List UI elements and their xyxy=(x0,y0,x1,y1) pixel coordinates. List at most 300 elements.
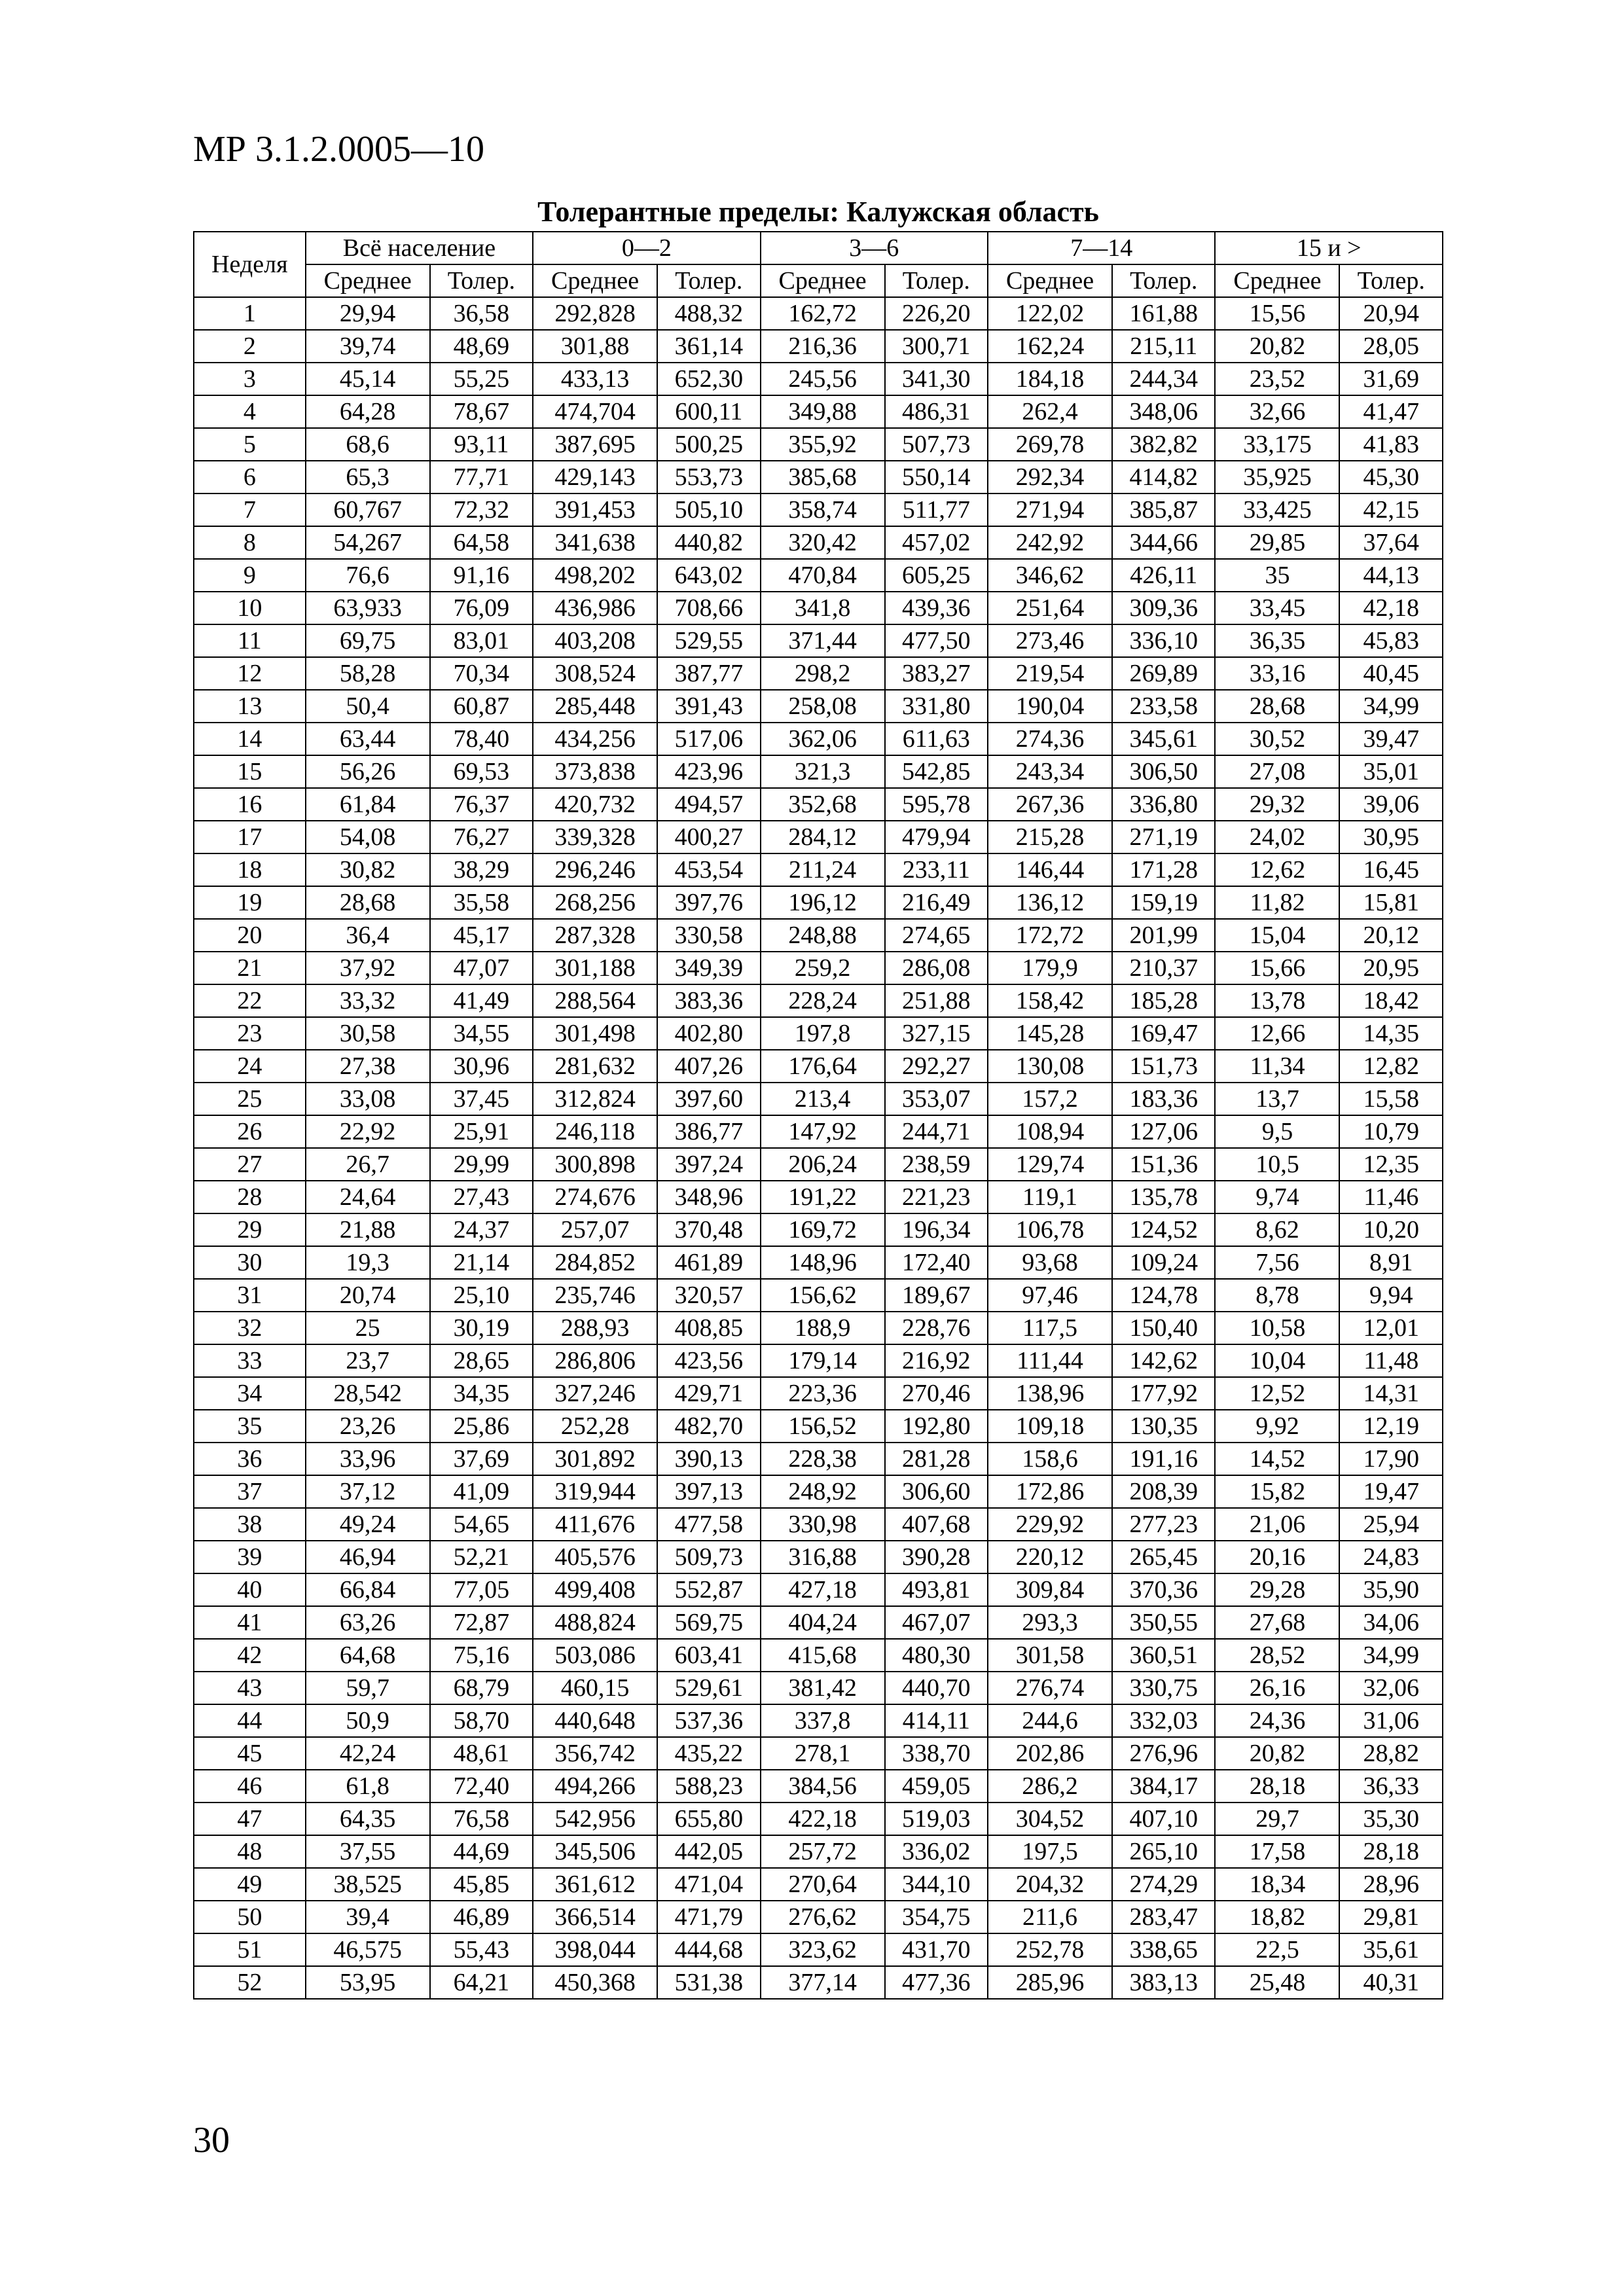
value-cell: 45,83 xyxy=(1339,624,1443,657)
value-cell: 23,52 xyxy=(1215,363,1339,395)
value-cell: 130,08 xyxy=(988,1050,1112,1083)
value-cell: 270,46 xyxy=(885,1377,988,1410)
value-cell: 348,06 xyxy=(1112,395,1215,428)
value-cell: 477,50 xyxy=(885,624,988,657)
value-cell: 37,69 xyxy=(430,1443,533,1475)
value-cell: 507,73 xyxy=(885,428,988,461)
table-row xyxy=(194,1508,1443,1541)
value-cell: 190,04 xyxy=(988,690,1112,723)
value-cell: 595,78 xyxy=(885,788,988,821)
value-cell: 411,676 xyxy=(533,1508,657,1541)
value-cell: 185,28 xyxy=(1112,984,1215,1017)
value-cell: 500,25 xyxy=(657,428,760,461)
value-cell: 370,36 xyxy=(1112,1573,1215,1606)
value-cell: 480,30 xyxy=(885,1639,988,1672)
table-row xyxy=(194,984,1443,1017)
value-cell: 330,58 xyxy=(657,919,760,952)
table-row xyxy=(194,1050,1443,1083)
table-row xyxy=(194,1770,1443,1803)
document-code: МР 3.1.2.0005—10 xyxy=(193,129,484,170)
value-cell: 471,79 xyxy=(657,1901,760,1933)
week-cell: 38 xyxy=(194,1508,306,1541)
value-cell: 361,14 xyxy=(657,330,760,363)
value-cell: 117,5 xyxy=(988,1312,1112,1344)
value-cell: 27,43 xyxy=(430,1181,533,1213)
week-cell: 18 xyxy=(194,853,306,886)
value-cell: 28,65 xyxy=(430,1344,533,1377)
value-cell: 18,82 xyxy=(1215,1901,1339,1933)
value-cell: 346,62 xyxy=(988,559,1112,592)
value-cell: 29,28 xyxy=(1215,1573,1339,1606)
table-row xyxy=(194,1344,1443,1377)
table-row xyxy=(194,723,1443,755)
value-cell: 397,13 xyxy=(657,1475,760,1508)
week-cell: 4 xyxy=(194,395,306,428)
value-cell: 308,524 xyxy=(533,657,657,690)
table-row xyxy=(194,821,1443,853)
value-cell: 20,16 xyxy=(1215,1541,1339,1573)
value-cell: 605,25 xyxy=(885,559,988,592)
week-cell: 52 xyxy=(194,1966,306,1999)
value-cell: 284,852 xyxy=(533,1246,657,1279)
value-cell: 211,6 xyxy=(988,1901,1112,1933)
value-cell: 407,68 xyxy=(885,1508,988,1541)
value-cell: 33,175 xyxy=(1215,428,1339,461)
value-cell: 24,37 xyxy=(430,1213,533,1246)
value-cell: 26,16 xyxy=(1215,1672,1339,1704)
value-cell: 17,90 xyxy=(1339,1443,1443,1475)
value-cell: 262,4 xyxy=(988,395,1112,428)
value-cell: 517,06 xyxy=(657,723,760,755)
value-cell: 156,52 xyxy=(761,1410,885,1443)
value-cell: 269,89 xyxy=(1112,657,1215,690)
value-cell: 34,99 xyxy=(1339,1639,1443,1672)
value-cell: 407,10 xyxy=(1112,1803,1215,1835)
value-cell: 69,53 xyxy=(430,755,533,788)
value-cell: 600,11 xyxy=(657,395,760,428)
value-cell: 39,06 xyxy=(1339,788,1443,821)
value-cell: 553,73 xyxy=(657,461,760,493)
value-cell: 381,42 xyxy=(761,1672,885,1704)
value-cell: 52,21 xyxy=(430,1541,533,1573)
value-cell: 331,80 xyxy=(885,690,988,723)
week-cell: 32 xyxy=(194,1312,306,1344)
value-cell: 267,36 xyxy=(988,788,1112,821)
value-cell: 77,05 xyxy=(430,1573,533,1606)
value-cell: 320,57 xyxy=(657,1279,760,1312)
value-cell: 15,81 xyxy=(1339,886,1443,919)
value-cell: 390,28 xyxy=(885,1541,988,1573)
sub-header-mean: Среднее xyxy=(1215,264,1339,297)
value-cell: 172,72 xyxy=(988,919,1112,952)
value-cell: 9,94 xyxy=(1339,1279,1443,1312)
value-cell: 20,12 xyxy=(1339,919,1443,952)
value-cell: 197,5 xyxy=(988,1835,1112,1868)
week-cell: 2 xyxy=(194,330,306,363)
value-cell: 45,85 xyxy=(430,1868,533,1901)
value-cell: 219,54 xyxy=(988,657,1112,690)
sub-header-tol: Толер. xyxy=(657,264,760,297)
week-cell: 33 xyxy=(194,1344,306,1377)
value-cell: 78,67 xyxy=(430,395,533,428)
table-row xyxy=(194,1835,1443,1868)
value-cell: 550,14 xyxy=(885,461,988,493)
week-cell: 8 xyxy=(194,526,306,559)
value-cell: 179,9 xyxy=(988,952,1112,984)
value-cell: 213,4 xyxy=(761,1083,885,1115)
value-cell: 183,36 xyxy=(1112,1083,1215,1115)
value-cell: 11,82 xyxy=(1215,886,1339,919)
value-cell: 397,24 xyxy=(657,1148,760,1181)
value-cell: 229,92 xyxy=(988,1508,1112,1541)
value-cell: 77,71 xyxy=(430,461,533,493)
value-cell: 26,7 xyxy=(306,1148,430,1181)
table-row xyxy=(194,1443,1443,1475)
value-cell: 423,96 xyxy=(657,755,760,788)
value-cell: 129,74 xyxy=(988,1148,1112,1181)
value-cell: 33,45 xyxy=(1215,592,1339,624)
table-row xyxy=(194,886,1443,919)
table-row xyxy=(194,395,1443,428)
value-cell: 54,08 xyxy=(306,821,430,853)
value-cell: 494,57 xyxy=(657,788,760,821)
value-cell: 373,838 xyxy=(533,755,657,788)
value-cell: 407,26 xyxy=(657,1050,760,1083)
value-cell: 8,62 xyxy=(1215,1213,1339,1246)
value-cell: 20,82 xyxy=(1215,330,1339,363)
value-cell: 537,36 xyxy=(657,1704,760,1737)
week-cell: 37 xyxy=(194,1475,306,1508)
value-cell: 422,18 xyxy=(761,1803,885,1835)
value-cell: 397,60 xyxy=(657,1083,760,1115)
value-cell: 429,71 xyxy=(657,1377,760,1410)
value-cell: 76,37 xyxy=(430,788,533,821)
value-cell: 197,8 xyxy=(761,1017,885,1050)
value-cell: 138,96 xyxy=(988,1377,1112,1410)
value-cell: 10,5 xyxy=(1215,1148,1339,1181)
table-row xyxy=(194,1246,1443,1279)
tolerance-table xyxy=(193,231,1443,2000)
value-cell: 228,24 xyxy=(761,984,885,1017)
table-row xyxy=(194,1213,1443,1246)
value-cell: 293,3 xyxy=(988,1606,1112,1639)
value-cell: 12,35 xyxy=(1339,1148,1443,1181)
value-cell: 14,31 xyxy=(1339,1377,1443,1410)
value-cell: 20,94 xyxy=(1339,297,1443,330)
value-cell: 34,35 xyxy=(430,1377,533,1410)
value-cell: 22,92 xyxy=(306,1115,430,1148)
value-cell: 29,7 xyxy=(1215,1803,1339,1835)
value-cell: 292,828 xyxy=(533,297,657,330)
value-cell: 28,18 xyxy=(1215,1770,1339,1803)
week-cell: 25 xyxy=(194,1083,306,1115)
value-cell: 28,52 xyxy=(1215,1639,1339,1672)
value-cell: 150,40 xyxy=(1112,1312,1215,1344)
week-cell: 15 xyxy=(194,755,306,788)
value-cell: 499,408 xyxy=(533,1573,657,1606)
value-cell: 426,11 xyxy=(1112,559,1215,592)
value-cell: 277,23 xyxy=(1112,1508,1215,1541)
value-cell: 41,83 xyxy=(1339,428,1443,461)
value-cell: 61,84 xyxy=(306,788,430,821)
value-cell: 467,07 xyxy=(885,1606,988,1639)
value-cell: 27,68 xyxy=(1215,1606,1339,1639)
value-cell: 251,88 xyxy=(885,984,988,1017)
value-cell: 29,99 xyxy=(430,1148,533,1181)
value-cell: 191,16 xyxy=(1112,1443,1215,1475)
group-header-7-14: 7—14 xyxy=(988,232,1215,264)
value-cell: 39,47 xyxy=(1339,723,1443,755)
value-cell: 301,58 xyxy=(988,1639,1112,1672)
value-cell: 423,56 xyxy=(657,1344,760,1377)
table-row xyxy=(194,1475,1443,1508)
value-cell: 145,28 xyxy=(988,1017,1112,1050)
value-cell: 248,88 xyxy=(761,919,885,952)
value-cell: 708,66 xyxy=(657,592,760,624)
value-cell: 338,65 xyxy=(1112,1933,1215,1966)
value-cell: 206,24 xyxy=(761,1148,885,1181)
value-cell: 46,575 xyxy=(306,1933,430,1966)
table-row xyxy=(194,559,1443,592)
value-cell: 122,02 xyxy=(988,297,1112,330)
value-cell: 477,36 xyxy=(885,1966,988,1999)
week-cell: 42 xyxy=(194,1639,306,1672)
value-cell: 196,12 xyxy=(761,886,885,919)
week-cell: 39 xyxy=(194,1541,306,1573)
value-cell: 344,10 xyxy=(885,1868,988,1901)
week-cell: 28 xyxy=(194,1181,306,1213)
value-cell: 403,208 xyxy=(533,624,657,657)
value-cell: 72,87 xyxy=(430,1606,533,1639)
value-cell: 148,96 xyxy=(761,1246,885,1279)
value-cell: 304,52 xyxy=(988,1803,1112,1835)
value-cell: 97,46 xyxy=(988,1279,1112,1312)
value-cell: 13,78 xyxy=(1215,984,1339,1017)
value-cell: 611,63 xyxy=(885,723,988,755)
week-cell: 41 xyxy=(194,1606,306,1639)
table-row xyxy=(194,1606,1443,1639)
table-row xyxy=(194,1704,1443,1737)
value-cell: 306,50 xyxy=(1112,755,1215,788)
value-cell: 54,65 xyxy=(430,1508,533,1541)
value-cell: 30,52 xyxy=(1215,723,1339,755)
table-row xyxy=(194,1672,1443,1704)
value-cell: 390,13 xyxy=(657,1443,760,1475)
value-cell: 336,80 xyxy=(1112,788,1215,821)
table-row xyxy=(194,330,1443,363)
value-cell: 287,328 xyxy=(533,919,657,952)
table-row xyxy=(194,1573,1443,1606)
value-cell: 415,68 xyxy=(761,1639,885,1672)
value-cell: 503,086 xyxy=(533,1639,657,1672)
value-cell: 124,78 xyxy=(1112,1279,1215,1312)
value-cell: 482,70 xyxy=(657,1410,760,1443)
value-cell: 37,92 xyxy=(306,952,430,984)
value-cell: 306,60 xyxy=(885,1475,988,1508)
value-cell: 171,28 xyxy=(1112,853,1215,886)
table-row xyxy=(194,755,1443,788)
value-cell: 385,68 xyxy=(761,461,885,493)
value-cell: 377,14 xyxy=(761,1966,885,1999)
value-cell: 220,12 xyxy=(988,1541,1112,1573)
value-cell: 208,39 xyxy=(1112,1475,1215,1508)
week-cell: 5 xyxy=(194,428,306,461)
value-cell: 435,22 xyxy=(657,1737,760,1770)
table-row xyxy=(194,1115,1443,1148)
table-title: Толерантные пределы: Калужская область xyxy=(537,196,1099,228)
value-cell: 450,368 xyxy=(533,1966,657,1999)
value-cell: 64,28 xyxy=(306,395,430,428)
sub-header-mean: Среднее xyxy=(988,264,1112,297)
value-cell: 31,69 xyxy=(1339,363,1443,395)
value-cell: 252,78 xyxy=(988,1933,1112,1966)
value-cell: 37,12 xyxy=(306,1475,430,1508)
value-cell: 64,68 xyxy=(306,1639,430,1672)
value-cell: 28,82 xyxy=(1339,1737,1443,1770)
value-cell: 61,8 xyxy=(306,1770,430,1803)
value-cell: 353,07 xyxy=(885,1083,988,1115)
value-cell: 54,267 xyxy=(306,526,430,559)
value-cell: 23,26 xyxy=(306,1410,430,1443)
value-cell: 179,14 xyxy=(761,1344,885,1377)
value-cell: 34,55 xyxy=(430,1017,533,1050)
value-cell: 161,88 xyxy=(1112,297,1215,330)
value-cell: 135,78 xyxy=(1112,1181,1215,1213)
value-cell: 36,35 xyxy=(1215,624,1339,657)
group-header-all: Всё население xyxy=(306,232,533,264)
value-cell: 384,56 xyxy=(761,1770,885,1803)
value-cell: 301,88 xyxy=(533,330,657,363)
value-cell: 60,87 xyxy=(430,690,533,723)
week-cell: 44 xyxy=(194,1704,306,1737)
value-cell: 488,32 xyxy=(657,297,760,330)
value-cell: 246,118 xyxy=(533,1115,657,1148)
value-cell: 63,44 xyxy=(306,723,430,755)
value-cell: 36,33 xyxy=(1339,1770,1443,1803)
value-cell: 28,18 xyxy=(1339,1835,1443,1868)
value-cell: 76,6 xyxy=(306,559,430,592)
value-cell: 479,94 xyxy=(885,821,988,853)
value-cell: 655,80 xyxy=(657,1803,760,1835)
value-cell: 9,92 xyxy=(1215,1410,1339,1443)
value-cell: 281,632 xyxy=(533,1050,657,1083)
value-cell: 20,95 xyxy=(1339,952,1443,984)
value-cell: 244,34 xyxy=(1112,363,1215,395)
value-cell: 191,22 xyxy=(761,1181,885,1213)
value-cell: 440,82 xyxy=(657,526,760,559)
value-cell: 12,52 xyxy=(1215,1377,1339,1410)
table-row xyxy=(194,1312,1443,1344)
value-cell: 398,044 xyxy=(533,1933,657,1966)
table-row xyxy=(194,1148,1443,1181)
value-cell: 36,4 xyxy=(306,919,430,952)
value-cell: 383,36 xyxy=(657,984,760,1017)
value-cell: 8,91 xyxy=(1339,1246,1443,1279)
week-cell: 46 xyxy=(194,1770,306,1803)
value-cell: 22,5 xyxy=(1215,1933,1339,1966)
value-cell: 15,58 xyxy=(1339,1083,1443,1115)
value-cell: 470,84 xyxy=(761,559,885,592)
header-row-groups xyxy=(194,232,1443,264)
table-row xyxy=(194,657,1443,690)
value-cell: 283,47 xyxy=(1112,1901,1215,1933)
value-cell: 130,35 xyxy=(1112,1410,1215,1443)
value-cell: 48,69 xyxy=(430,330,533,363)
value-cell: 64,21 xyxy=(430,1966,533,1999)
value-cell: 414,82 xyxy=(1112,461,1215,493)
value-cell: 36,58 xyxy=(430,297,533,330)
value-cell: 505,10 xyxy=(657,493,760,526)
value-cell: 14,52 xyxy=(1215,1443,1339,1475)
value-cell: 119,1 xyxy=(988,1181,1112,1213)
value-cell: 13,7 xyxy=(1215,1083,1339,1115)
week-cell: 14 xyxy=(194,723,306,755)
week-cell: 51 xyxy=(194,1933,306,1966)
value-cell: 44,13 xyxy=(1339,559,1443,592)
value-cell: 30,95 xyxy=(1339,821,1443,853)
value-cell: 349,39 xyxy=(657,952,760,984)
value-cell: 471,04 xyxy=(657,1868,760,1901)
value-cell: 20,82 xyxy=(1215,1737,1339,1770)
value-cell: 531,38 xyxy=(657,1966,760,1999)
value-cell: 38,29 xyxy=(430,853,533,886)
value-cell: 211,24 xyxy=(761,853,885,886)
value-cell: 251,64 xyxy=(988,592,1112,624)
value-cell: 569,75 xyxy=(657,1606,760,1639)
value-cell: 440,648 xyxy=(533,1704,657,1737)
value-cell: 172,86 xyxy=(988,1475,1112,1508)
value-cell: 298,2 xyxy=(761,657,885,690)
value-cell: 169,72 xyxy=(761,1213,885,1246)
week-cell: 22 xyxy=(194,984,306,1017)
value-cell: 34,99 xyxy=(1339,690,1443,723)
week-cell: 11 xyxy=(194,624,306,657)
value-cell: 157,2 xyxy=(988,1083,1112,1115)
week-cell: 21 xyxy=(194,952,306,984)
value-cell: 309,36 xyxy=(1112,592,1215,624)
value-cell: 9,74 xyxy=(1215,1181,1339,1213)
value-cell: 18,34 xyxy=(1215,1868,1339,1901)
group-header-3-6: 3—6 xyxy=(761,232,988,264)
value-cell: 529,55 xyxy=(657,624,760,657)
value-cell: 477,58 xyxy=(657,1508,760,1541)
value-cell: 45,17 xyxy=(430,919,533,952)
value-cell: 33,16 xyxy=(1215,657,1339,690)
value-cell: 341,30 xyxy=(885,363,988,395)
value-cell: 281,28 xyxy=(885,1443,988,1475)
value-cell: 10,04 xyxy=(1215,1344,1339,1377)
value-cell: 35,01 xyxy=(1339,755,1443,788)
table-row xyxy=(194,952,1443,984)
value-cell: 386,77 xyxy=(657,1115,760,1148)
value-cell: 12,82 xyxy=(1339,1050,1443,1083)
value-cell: 442,05 xyxy=(657,1835,760,1868)
week-cell: 43 xyxy=(194,1672,306,1704)
sub-header-tol: Толер. xyxy=(430,264,533,297)
value-cell: 196,34 xyxy=(885,1213,988,1246)
week-cell: 45 xyxy=(194,1737,306,1770)
value-cell: 652,30 xyxy=(657,363,760,395)
value-cell: 17,58 xyxy=(1215,1835,1339,1868)
value-cell: 414,11 xyxy=(885,1704,988,1737)
value-cell: 269,78 xyxy=(988,428,1112,461)
value-cell: 28,96 xyxy=(1339,1868,1443,1901)
value-cell: 643,02 xyxy=(657,559,760,592)
value-cell: 28,542 xyxy=(306,1377,430,1410)
value-cell: 511,77 xyxy=(885,493,988,526)
week-cell: 49 xyxy=(194,1868,306,1901)
value-cell: 387,695 xyxy=(533,428,657,461)
